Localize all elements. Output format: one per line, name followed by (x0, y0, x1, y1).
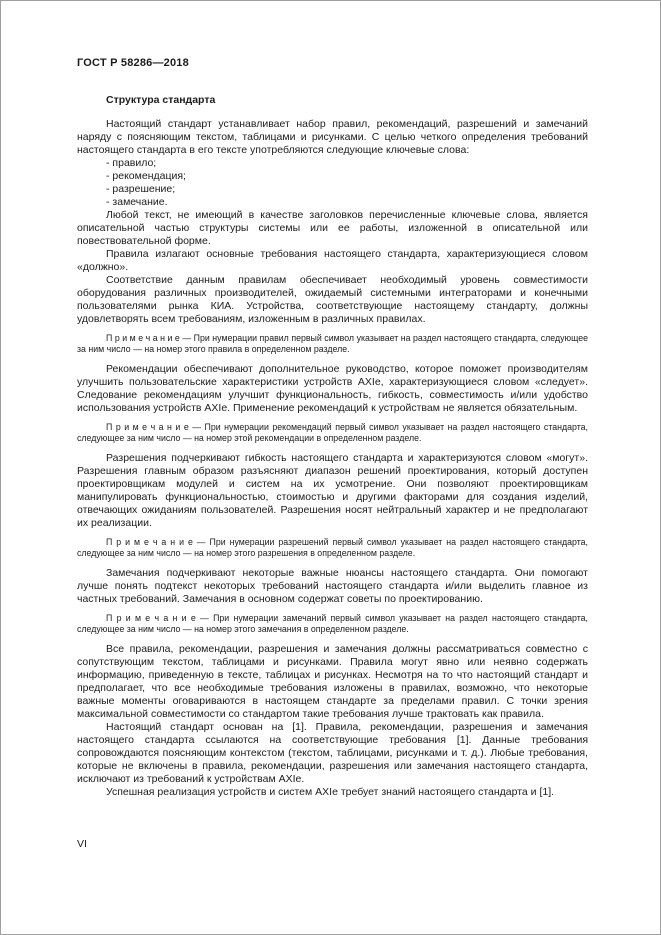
page-number: VI (77, 838, 87, 850)
note-paragraph: П р и м е ч а н и е — При нумерации правил первый символ указывает на раздел настоящего стандарта, следующее за ним число — на номер этого правила в определенном разделе. (77, 333, 588, 354)
list-item: - разрешение; (106, 183, 176, 195)
note-paragraph: П р и м е ч а н и е — При нумерации разрешений первый символ указывает на раздел настоящего стандарта, следующее за ним число — на номер этого разрешения в определенном разделе. (77, 537, 588, 558)
document-header (77, 57, 588, 69)
paragraph: Любой текст, не имеющий в качестве заголовков перечисленные ключевые слова, является описательной частью структуры системы или ее работы, изложенной в описательной или повествовательной форме. (77, 209, 588, 247)
paragraph: Рекомендации обеспечивают дополнительное руководство, которое поможет производителям улучшить пользовательские характеристики устройств AXIe, характеризующиеся словом «следует». Следование рекомендациям улучшит функциональность, гибкость, совместимость и/или удобство использования устройств AXIe. Применение рекомендаций к устройствам не является обязательным. (77, 363, 588, 414)
paragraph: Соответствие данным правилам обеспечивает необходимый уровень совместимости оборудования различных производителей, ожидаемый системными интеграторами и конечными пользователями рынка КИА. Устройства, соответствующие настоящему стандарту, должны удовлетворять всем требованиям, изложенным в различных правилах. (77, 274, 588, 325)
section-title: Структура стандарта (106, 94, 216, 106)
paragraph: Настоящий стандарт основан на [1]. Правила, рекомендации, разрешения и замечания настоящего стандарта ссылаются на соответствующие требования [1]. Данные требования сопровождаются поясняющим контекстом (текстом, таблицами, рисунками и т. д.). Любые требования, которые не включены в правила, рекомендации, разрешения или замечания настоящего стандарта, исключают из требований к устройствам AXIe. (77, 721, 588, 785)
paragraph: Настоящий стандарт устанавливает набор правил, рекомендаций, разрешений и замечаний наряду с поясняющим текстом, таблицами и рисунками. С целью четкого определения требований настоящего стандарта в его тексте употребляются следующие ключевые слова: (77, 118, 588, 156)
standard-number: ГОСТ Р 58286—2018 (77, 57, 189, 69)
list-item: - правило; (106, 157, 157, 169)
paragraph: Все правила, рекомендации, разрешения и замечания должны рассматриваться совместно с сопутствующим текстом, таблицами и рисунками. Правила могут явно или неявно содержать информацию, приведенную в тексте, таблицах и рисунках. Несмотря на то что настоящий стандарт и предполагает, что все необходимые требования изложены в правилах, возможно, что некоторые важные моменты оговариваются в настоящем стандарте за пределами правил. С точки зрения максимальной совместимости со стандартом такие требования лучше трактовать как правила. (77, 643, 588, 720)
note-paragraph: П р и м е ч а н и е — При нумерации замечаний первый символ указывает на раздел настоящего стандарта, следующее за ним число — на номер этого замечания в определенном разделе. (77, 613, 588, 634)
paragraph: Правила излагают основные требования настоящего стандарта, характеризующиеся словом «должно». (77, 248, 588, 273)
list-item: - рекомендация; (106, 170, 186, 182)
document-content (77, 94, 588, 799)
paragraph: Успешная реализация устройств и систем AXIe требует знаний настоящего стандарта и [1]. (106, 786, 555, 798)
list-item: - замечание. (106, 196, 168, 208)
paragraph: Разрешения подчеркивают гибкость настоящего стандарта и характеризуются словом «могут». Разрешения главным образом разъясняют диапазон решений проектирования, который доступен проектировщикам модулей и систем на их усмотрение. Они позволяют проектировщикам манипулировать функциональностью, стоимостью и другими факторами для создания изделий, отвечающих ожиданиям пользователей. Разрешения носят нейтральный характер и не предполагают их реализации. (77, 452, 588, 529)
note-paragraph: П р и м е ч а н и е — При нумерации рекомендаций первый символ указывает на раздел настоящего стандарта, следующее за ним число — на номер этой рекомендации в определенном разделе. (77, 422, 588, 443)
paragraph: Замечания подчеркивают некоторые важные нюансы настоящего стандарта. Они помогают лучше понять подтекст некоторых требований настоящего стандарта и/или выделить главное из частных требований. Замечания в основном содержат советы по проектированию. (77, 567, 588, 605)
